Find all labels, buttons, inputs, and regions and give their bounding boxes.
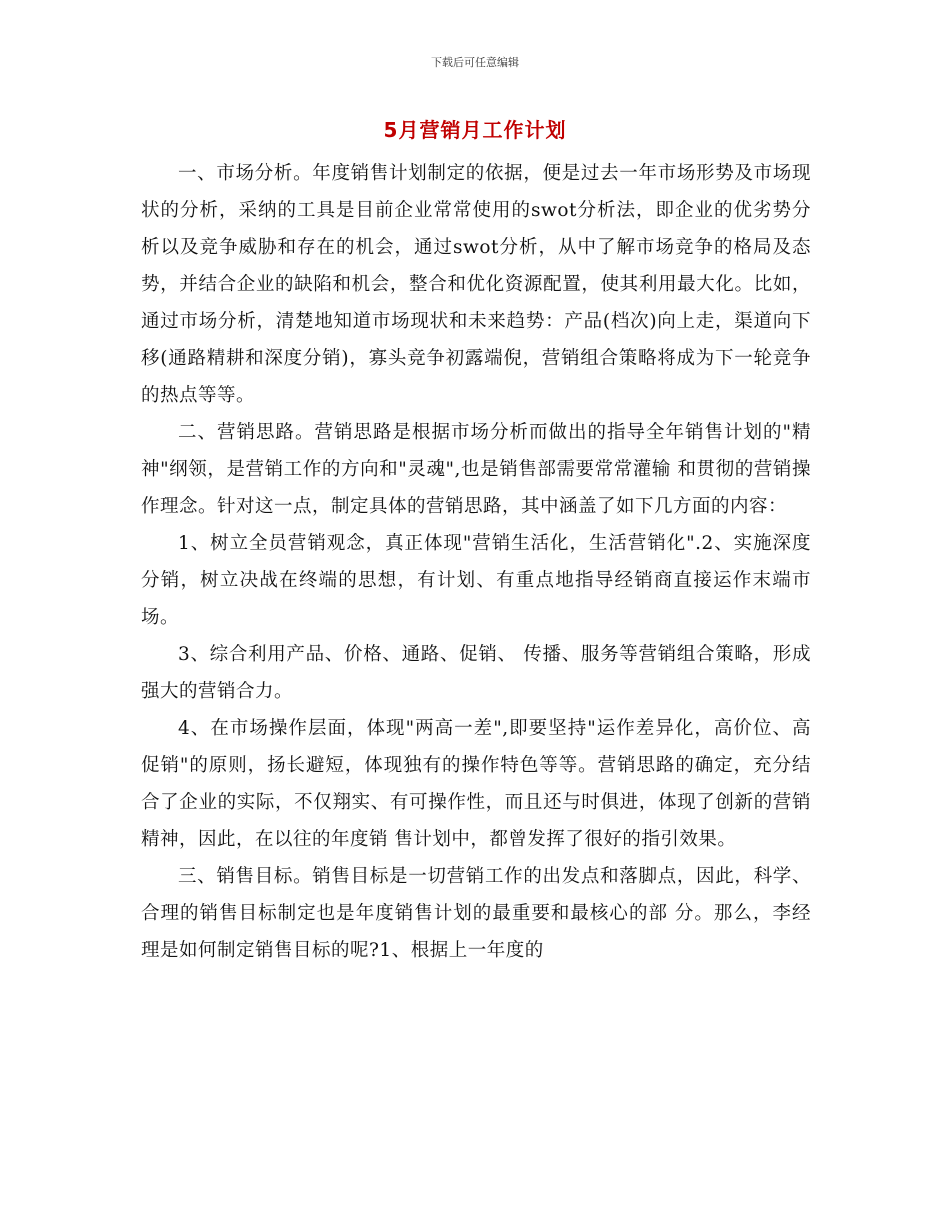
paragraph-marketing-ideas: 二、营销思路。营销思路是根据市场分析而做出的指导全年销售计划的"精神"纲领，是营销工作的方向和"灵魂",也是销售部需要常常灌输 和贯彻的营销操作理念。针对这一点，制定具体的营销思路，其中涵盖了如下几方面的内容： [141, 422, 811, 517]
document-body [141, 155, 811, 969]
paragraph-market-analysis: 一、市场分析。年度销售计划制定的依据，便是过去一年市场形势及市场现状的分析，采纳的工具是目前企业常常使用的swot分析法，即企业的优劣势分析以及竞争威胁和存在的机会，通过swot分析，从中了解市场竞争的格局及态势，并结合企业的缺陷和机会，整合和优化资源配置，使其利用最大化。比如，通过市场分析，清楚地知道市场现状和未来趋势：产品(档次)向上走，渠道向下移(通路精耕和深度分销)，寡头竞争初露端倪，营销组合策略将成为下一轮竞争的热点等等。 [141, 163, 811, 406]
document-title: 5月营销月工作计划 [383, 118, 567, 142]
paragraph-item-4: 4、在市场操作层面，体现"两高一差",即要坚持"运作差异化，高价位、高促销"的原则，扬长避短，体现独有的操作特色等等。营销思路的确定，充分结合了企业的实际，不仅翔实、有可操作性，而且还与时俱进，体现了创新的营销精神，因此，在以往的年度销 售计划中，都曾发挥了很好的指引效果。 [141, 718, 811, 850]
paragraph-sales-target: 三、销售目标。销售目标是一切营销工作的出发点和落脚点，因此，科学、合理的销售目标制定也是年度销售计划的最重要和最核心的部 分。那么，李经理是如何制定销售目标的呢?1、根据上一年度的 [141, 866, 811, 961]
header-note: 下载后可任意编辑 [431, 56, 519, 69]
paragraph-item-1-2: 1、树立全员营销观念，真正体现"营销生活化，生活营销化".2、实施深度分销，树立决战在终端的思想，有计划、有重点地指导经销商直接运作末端市场。 [141, 533, 811, 628]
paragraph-item-3: 3、综合利用产品、价格、通路、促销、 传播、服务等营销组合策略，形成强大的营销合力。 [141, 644, 811, 702]
